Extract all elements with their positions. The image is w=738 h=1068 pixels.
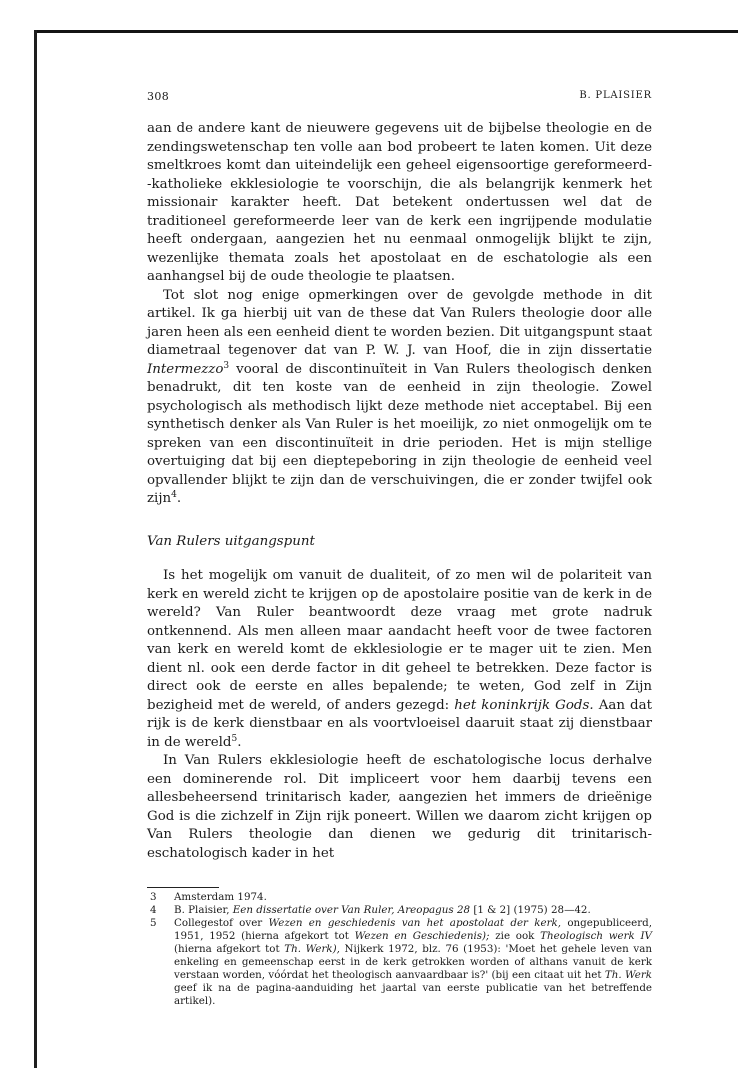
scan-top-edge — [36, 30, 738, 33]
book-page — [147, 90, 652, 1008]
footnote-ref-3[interactable]: 3 — [223, 360, 230, 371]
running-header — [147, 90, 652, 106]
footnote-ref-4[interactable]: 4 — [171, 490, 177, 500]
paragraph-4: In Van Rulers ekklesiologie heeft de eschatologische locus derhalve een dominerende rol. Dit impliceert voor hem daarbij tevens een allesbeheersend trinitarisch kader, aangezien het immers de drieënige God is die zichzelf in Zijn rijk poneert. Willen we daarom zicht krijgen op Van Rulers theologie dan dienen we gedurig dit trinitarisch-eschatologisch kader in het — [147, 753, 652, 861]
running-head-author: B. PLAISIER — [579, 90, 652, 101]
footnote-3 — [147, 891, 652, 904]
paragraph-1: aan de andere kant de nieuwere gegevens uit de bijbelse theologie en de zendingswetenschap ten volle aan bod probeert te laten komen. Uit deze smeltkroes komt dan uiteindelijk een geheel eigensoortige gereformeerd--katholieke ekklesiologie te voorschijn, die als belangrijk kenmerk het missionair karakter heeft. Dat betekent ondertussen wel dat de traditioneel gereformeerde leer van de kerk een ingrijpende modulatie heeft ondergaan, aangezien het nu eenmaal onmogelijk blijkt te zijn, wezenlijke themata zoals het apostolaat en de eschatologie als een aanhangsel bij de oude theologie te plaatsen. — [147, 121, 652, 284]
body-text — [147, 120, 652, 863]
paragraph-3: Is het mogelijk om vanuit de dualiteit, of zo men wil de polariteit van kerk en wereld zicht te krijgen op de apostolaire positie van de kerk in de wereld? Van Ruler beantwoordt deze vraag met grote nadruk ontkennend. Als men alleen maar aandacht heeft voor de twee factoren van kerk en wereld komt de ekklesiologie er te mager uit te zien. Men dient nl. ook een derde factor in dit geheel te betrekken. Deze factor is direct ook de eerste en alles bepalende; te weten, God zelf in Zijn bezigheid met de wereld, of anders gezegd: het koninkrijk Gods. Aan dat rijk is de kerk dienstbaar en als voortvloeisel daaruit staat zij dienstbaar in de wereld$^5$. — [147, 568, 652, 750]
work-title-intermezzo: Intermezzo — [147, 361, 224, 377]
scan-left-edge — [34, 30, 37, 1068]
footnote-number: 4 — [150, 904, 157, 916]
page-number: 308 — [147, 90, 170, 103]
paragraph-2: Tot slot nog enige opmerkingen over de gevolgde methode in dit artikel. Ik ga hierbij uit van de these dat Van Rulers theologie door alle jaren heen als een eenheid dient te worden bezien. Dit uitgangspunt staat diametraal tegenover dat van P. W. J. van Hoof, die in zijn dissertatie Intermezzo$^3$ vooral de discontinuïteit in Van Rulers theologisch denken benadrukt, dit ten koste van de eenheid in zijn theologie. Zowel psychologisch als methodisch lijkt deze methode niet acceptabel. Bij een synthetisch denker als Van Ruler is het moeilijk, zo niet onmogelijk om te spreken van een discontinuïteit in drie perioden. Het is mijn stellige overtuiging dat bij een dieptepeboring in zijn theologie de eenheid veel opvallender blijkt te zijn dan de verschuivingen, die er zonder twijfel ook zijn$^4$. — [147, 287, 652, 506]
footnote-text: B. Plaisier, Een dissertatie over Van Ruler, Areopagus 28 [1 & 2] (1975) 28—42. — [174, 904, 591, 916]
footnote-text: Amsterdam 1974. — [174, 891, 267, 903]
footnote-ref-5[interactable]: 5 — [231, 733, 238, 744]
footnote-5 — [147, 917, 652, 1008]
section-heading: Van Rulers uitgangspunt — [147, 533, 315, 549]
footnote-4 — [147, 904, 652, 917]
footnote-number: 5 — [150, 917, 157, 929]
footnote-text: Collegestof over Wezen en geschiedenis van het apostolaat der kerk, ongepubliceerd, 1951, 1952 (hierna afgekort tot Wezen en Geschiedenis); zie ook Theologisch werk IV (hierna afgekort tot Th. Werk), Nijkerk 1972, blz. 76 (1953): 'Moet het gehele leven van enkeling en gemeenschap eerst in de kerk getrokken worden of althans vanuit de kerk verstaan worden, vóórdat het theologisch aanvaardbaar is?' (bij een citaat uit het Th. Werk geef ik na de pagina-aanduiding het jaartal van eerste publicatie van het betreffende artikel). — [174, 917, 653, 1007]
footnote-number: 3 — [150, 891, 157, 903]
emphasis-koninkrijk: het koninkrijk Gods. — [454, 697, 594, 713]
footnotes — [147, 891, 652, 1008]
footnote-divider — [147, 887, 219, 888]
